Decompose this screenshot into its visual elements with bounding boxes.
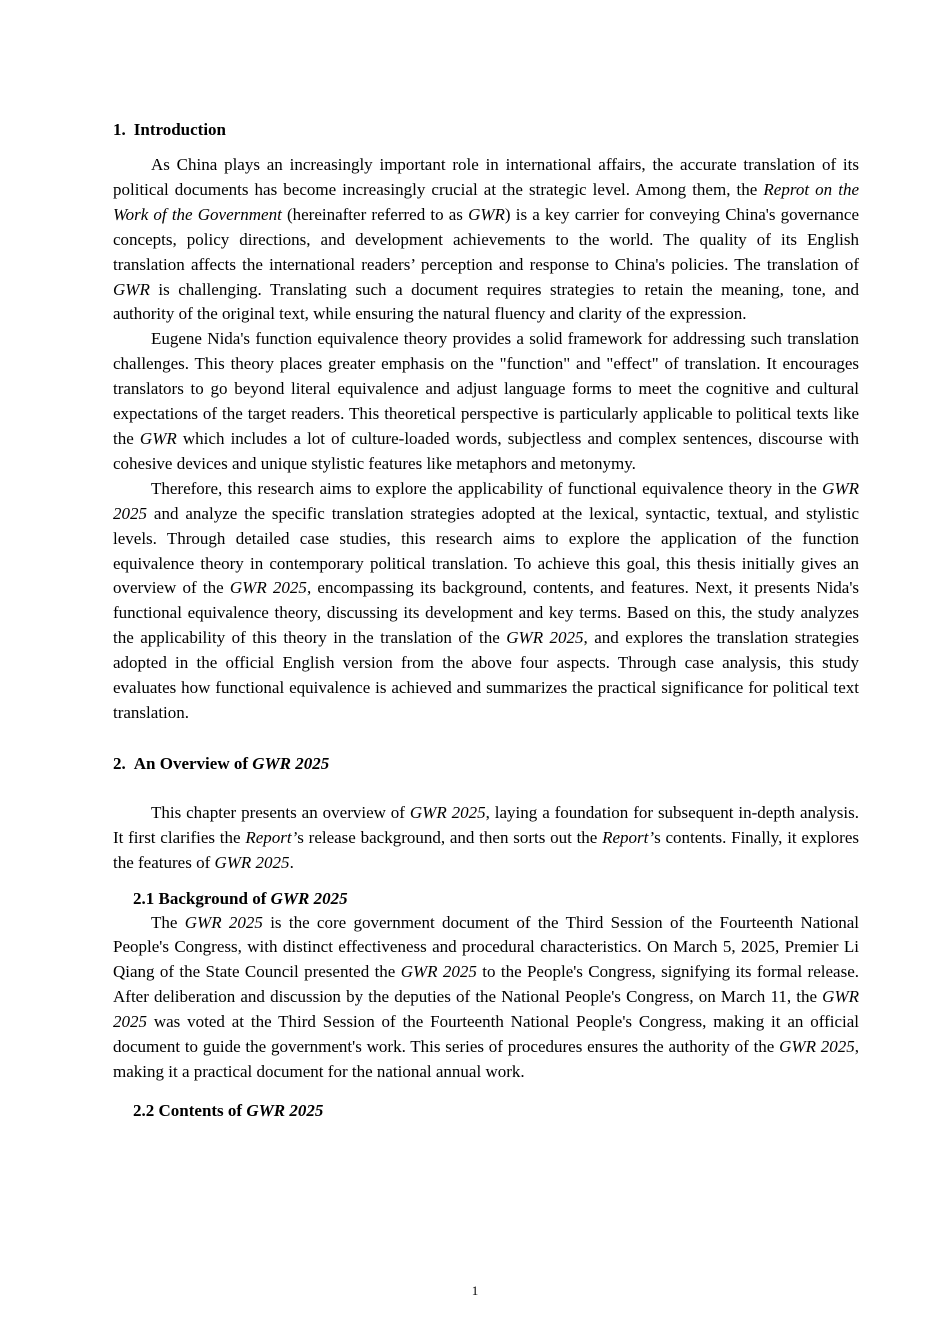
text-run: , making it a practical document for the national annual work.: [113, 1037, 860, 1081]
italic-text-run: GWR 2025: [506, 628, 584, 648]
text-run: As China plays an increasingly important role in international affairs, the accurate translation of its political documents has become increasingly crucial at the strategic level. Among them, the: [113, 155, 859, 199]
text-run: , encompassing its background, contents, and features. Next, it presents Nida's functional equivalence theory, discussing its development and key terms. Based on this, the study analyzes the applicability of this theory in the translation of the: [113, 578, 860, 648]
intro-paragraph-2: [113, 327, 859, 476]
italic-text-run: GWR: [113, 279, 150, 299]
text-run: s release background, and then sorts out the: [297, 827, 603, 847]
text-run: Therefore, this research aims to explore the applicability of functional equivalence theory in the: [151, 478, 823, 498]
subsection-title: 2.1 Background of: [133, 888, 271, 908]
text-run: Eugene Nida's function equivalence theory provides a solid framework for addressing such translation challenges. This theory places greater emphasis on the "function" and "effect" of translation. It encourages translators to go beyond literal equivalence and adjust language forms to meet the cognitive and cultural expectations of the target readers. This theoretical perspective is particularly applicable to political texts like the: [113, 329, 859, 448]
text-run: is challenging. Translating such a document requires strategies to retain the meaning, tone, and authority of the original text, while ensuring the natural fluency and clarity of the expression.: [113, 279, 859, 324]
italic-text-run: GWR 2025: [214, 852, 290, 872]
italic-text-run: GWR 2025: [779, 1037, 855, 1057]
section-title: Introduction: [133, 120, 227, 139]
section-title: An Overview of: [133, 753, 253, 773]
text-run: , laying a foundation for subsequent in-depth analysis. It first clarifies the: [113, 802, 859, 847]
text-run: (hereinafter referred to as: [281, 204, 469, 224]
italic-text-run: GWR 2025: [229, 578, 307, 598]
text-run: is the core government document of the Third Session of the Fourteenth National People's Congress, with distinct effectiveness and procedural characteristics. On March 5, 2025, Premier Li Qiang of the State Council presented the: [113, 912, 859, 982]
section-number: 1.: [113, 120, 126, 139]
section-title-italic: GWR 2025: [252, 753, 330, 773]
italic-text-run: GWR 2025: [184, 912, 263, 932]
text-run: .: [289, 852, 294, 872]
italic-text-run: Report’: [602, 827, 655, 847]
text-run: s contents. Finally, it explores the features of: [113, 827, 859, 872]
subsection-heading-contents: [113, 1098, 859, 1123]
italic-text-run: GWR 2025: [409, 802, 486, 822]
text-run: ) is a key carrier for conveying China's governance concepts, policy directions, and development achievements to the world. The quality of its English translation affects the international readers’ perception and response to China's policies. The translation of: [113, 204, 859, 274]
italic-text-run: GWR: [468, 204, 505, 224]
italic-text-run: Reprot on the Work of the Government: [113, 179, 859, 224]
document-body: [113, 118, 859, 1123]
section-heading-introduction: [113, 118, 859, 141]
subsection-heading-background: [113, 886, 859, 911]
section-heading-overview: [113, 752, 859, 775]
subsection-title: 2.2 Contents of: [133, 1100, 247, 1120]
italic-text-run: GWR 2025: [113, 478, 859, 523]
text-run: This chapter presents an overview of: [151, 802, 410, 822]
text-run: The: [151, 912, 185, 932]
subsection-title-italic: GWR 2025: [246, 1100, 324, 1120]
overview-paragraph-1: [113, 801, 859, 876]
intro-paragraph-3: [113, 477, 859, 726]
text-run: and analyze the specific translation strategies adopted at the lexical, syntactic, textual, and stylistic levels. Through detailed case studies, this research aims to explore the application of the function equivalence theory in contemporary political translation. To achieve this goal, this thesis initially gives an overview of the: [113, 503, 859, 598]
text-run: which includes a lot of culture-loaded words, subjectless and complex sentences, discourse with cohesive devices and unique stylistic features like metaphors and metonymy.: [113, 428, 859, 473]
italic-text-run: GWR: [139, 428, 177, 448]
italic-text-run: GWR 2025: [400, 962, 477, 982]
text-run: to the People's Congress, signifying its formal release. After deliberation and discussion by the deputies of the National People's Congress, on March 11, the: [113, 962, 859, 1007]
page-number: 1: [471, 1283, 479, 1298]
text-run: was voted at the Third Session of the Fourteenth National People's Congress, making it an official document to guide the government's work. This series of procedures ensures the authority of the: [113, 1012, 859, 1057]
intro-paragraph-1: [113, 153, 859, 327]
subsection-title-italic: GWR 2025: [270, 888, 348, 908]
text-run: , and explores the translation strategies adopted in the official English version from the above four aspects. Through case analysis, this study evaluates how functional equivalence is achieved and summarizes the practical significance for political text translation.: [113, 628, 859, 722]
italic-text-run: Report’: [245, 827, 298, 847]
background-paragraph-1: [113, 911, 859, 1085]
section-number: 2.: [113, 753, 126, 773]
italic-text-run: GWR 2025: [113, 987, 859, 1032]
